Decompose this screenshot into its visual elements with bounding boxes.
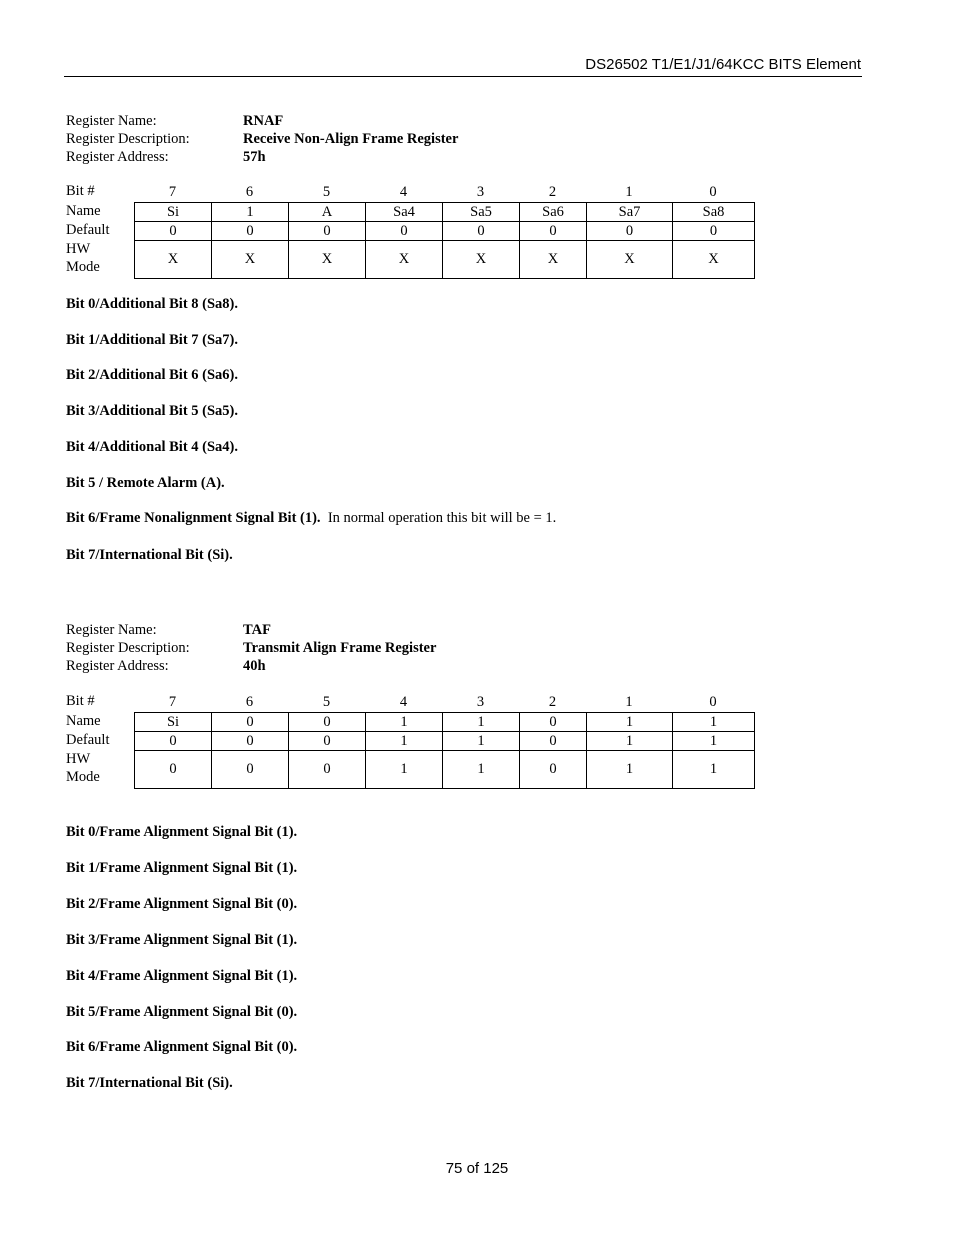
register-address-label: Register Address:: [66, 149, 169, 165]
register-name-label: Register Name:: [66, 113, 157, 129]
name-cell: Si: [135, 203, 212, 222]
bit-number-cell: 4: [399, 183, 408, 200]
hw-mode-cell: X: [673, 241, 755, 278]
bit-number-cell: 5: [322, 693, 331, 710]
bit-description: Bit 1/Additional Bit 7 (Sa7).: [66, 332, 239, 348]
hw-mode-cell: X: [212, 241, 289, 278]
bit-number-cell: 6: [245, 693, 254, 710]
default-cell: 0: [289, 222, 366, 241]
name-cell: Sa8: [673, 203, 755, 222]
hw-mode-cell: 0: [520, 751, 587, 788]
hw-mode-cell: 1: [673, 751, 755, 788]
register-block-rnaf: [66, 112, 786, 275]
bit-number-cell: 1: [625, 693, 633, 710]
name-cell: 1: [366, 713, 443, 732]
register-block-taf: [66, 621, 786, 785]
page-number: 75 of 125: [445, 1160, 509, 1177]
default-cell: 0: [212, 222, 289, 241]
default-cell: 1: [673, 732, 755, 751]
default-row: [66, 221, 766, 240]
register-description-label: Register Description:: [66, 131, 190, 147]
hw-mode-row: [66, 240, 766, 277]
name-cell: 0: [212, 713, 289, 732]
hw-mode-cell: X: [289, 241, 366, 278]
default-cell: 0: [443, 222, 520, 241]
hw-mode-cell: 1: [366, 751, 443, 788]
name-cell: 1: [443, 713, 520, 732]
name-cell: Sa4: [366, 203, 443, 222]
name-row: [66, 202, 766, 221]
default-cell: 0: [212, 732, 289, 751]
bit-description: Bit 4/Frame Alignment Signal Bit (1).: [66, 968, 298, 984]
hw-mode-cell: X: [520, 241, 587, 278]
default-row: [66, 731, 766, 750]
row-label-hw: HW: [66, 751, 91, 767]
row-label-name: Name: [66, 713, 101, 729]
default-cell: 0: [673, 222, 755, 241]
register-address-label: Register Address:: [66, 658, 169, 674]
register-name: RNAF: [243, 113, 284, 129]
name-cell: A: [289, 203, 366, 222]
name-cell: Sa6: [520, 203, 587, 222]
bit-number-cell: 1: [625, 183, 633, 200]
row-label-bit: Bit #: [66, 183, 95, 199]
hw-mode-cell: 0: [289, 751, 366, 788]
default-cell: 0: [135, 732, 212, 751]
document-title: DS26502 T1/E1/J1/64KCC BITS Element: [585, 56, 861, 73]
bit-description: Bit 3/Frame Alignment Signal Bit (1).: [66, 932, 298, 948]
register-name: TAF: [243, 622, 271, 638]
hw-mode-cell: X: [443, 241, 520, 278]
name-cell: 1: [212, 203, 289, 222]
default-cell: 1: [366, 732, 443, 751]
row-label-name: Name: [66, 203, 101, 219]
bit-description: Bit 1/Frame Alignment Signal Bit (1).: [66, 860, 298, 876]
default-cell: 0: [135, 222, 212, 241]
bit-number-cell: 0: [709, 183, 717, 200]
register-info: [66, 112, 786, 166]
bit-number-cell: 6: [245, 183, 254, 200]
bit-description: Bit 2/Frame Alignment Signal Bit (0).: [66, 896, 298, 912]
name-cell: 0: [289, 713, 366, 732]
name-cell: 1: [673, 713, 755, 732]
hw-mode-cell: X: [587, 241, 673, 278]
register-name-label: Register Name:: [66, 622, 157, 638]
bit-description: Bit 0/Additional Bit 8 (Sa8).: [66, 296, 239, 312]
name-cell: Sa7: [587, 203, 673, 222]
row-label-mode: Mode: [66, 259, 100, 275]
row-label-hw: HW: [66, 241, 91, 257]
hw-mode-cell: 1: [587, 751, 673, 788]
bit-description: Bit 3/Additional Bit 5 (Sa5).: [66, 403, 239, 419]
name-cell: 0: [520, 713, 587, 732]
bit-number-cell: 5: [322, 183, 331, 200]
name-cell: Si: [135, 713, 212, 732]
register-address: 40h: [243, 658, 266, 674]
name-cell: Sa5: [443, 203, 520, 222]
hw-mode-cell: 0: [135, 751, 212, 788]
bit-number-cell: 2: [548, 693, 557, 710]
register-description: Receive Non-Align Frame Register: [243, 131, 459, 147]
default-cell: 0: [289, 732, 366, 751]
bit-description: Bit 0/Frame Alignment Signal Bit (1).: [66, 824, 298, 840]
default-cell: 0: [520, 732, 587, 751]
bit-number-row: [66, 692, 766, 712]
bit-number-cell: 7: [168, 183, 177, 200]
default-cell: 1: [587, 732, 673, 751]
bit-number-cell: 7: [168, 693, 177, 710]
bit-description: Bit 4/Additional Bit 4 (Sa4).: [66, 439, 239, 455]
page-header: [0, 0, 954, 80]
bit-description: Bit 2/Additional Bit 6 (Sa6).: [66, 367, 239, 383]
default-cell: 1: [443, 732, 520, 751]
register-address: 57h: [243, 149, 266, 165]
row-label-default: Default: [66, 732, 110, 748]
bit-description: Bit 6/Frame Alignment Signal Bit (0).: [66, 1039, 298, 1055]
bit-description: Bit 7/International Bit (Si).: [66, 1075, 233, 1091]
bit-number-row: [66, 182, 766, 202]
bit-number-cell: 2: [548, 183, 557, 200]
bit-description: Bit 7/International Bit (Si).: [66, 547, 233, 563]
register-description: Transmit Align Frame Register: [243, 640, 437, 656]
hw-mode-cell: 1: [443, 751, 520, 788]
register-info: [66, 621, 786, 675]
bit-description: Bit 5/Frame Alignment Signal Bit (0).: [66, 1004, 298, 1020]
hw-mode-cell: X: [135, 241, 212, 278]
default-cell: 0: [520, 222, 587, 241]
hw-mode-row: [66, 750, 766, 787]
bit-number-cell: 4: [399, 693, 408, 710]
name-cell: 1: [587, 713, 673, 732]
register-description-label: Register Description:: [66, 640, 190, 656]
bit-number-cell: 3: [476, 183, 485, 200]
default-cell: 0: [366, 222, 443, 241]
bit-description: Bit 6/Frame Nonalignment Signal Bit (1). In normal operation this bit will be = 1.: [66, 510, 557, 526]
default-cell: 0: [587, 222, 673, 241]
row-label-bit: Bit #: [66, 693, 95, 709]
hw-mode-cell: X: [366, 241, 443, 278]
row-label-default: Default: [66, 222, 110, 238]
hw-mode-cell: 0: [212, 751, 289, 788]
name-row: [66, 712, 766, 731]
row-label-mode: Mode: [66, 769, 100, 785]
header-divider: [64, 76, 862, 77]
bit-description: Bit 5 / Remote Alarm (A).: [66, 475, 225, 491]
bit-number-cell: 3: [476, 693, 485, 710]
bit-number-cell: 0: [709, 693, 717, 710]
